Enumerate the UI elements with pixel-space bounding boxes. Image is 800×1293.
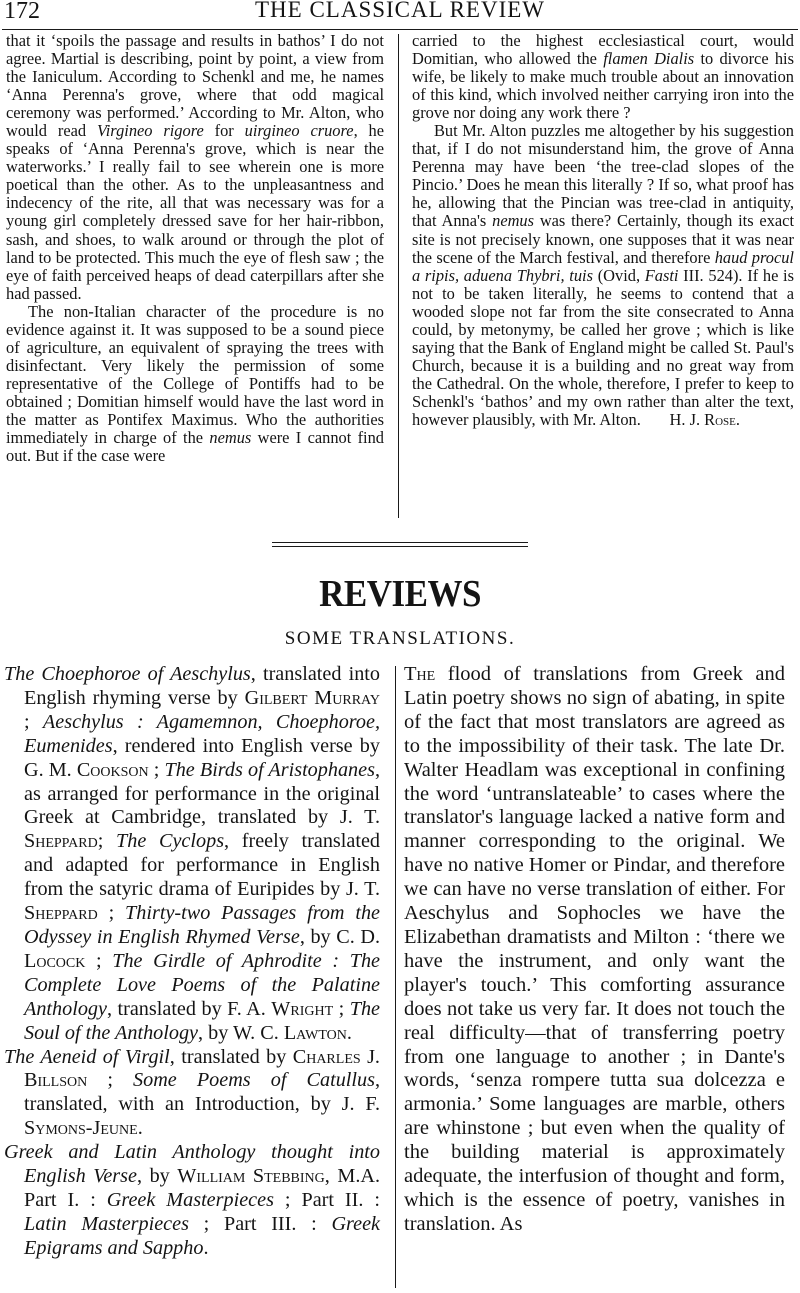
journal-title: THE CLASSICAL REVIEW <box>254 0 545 22</box>
letter-signature: H. J. Rose. <box>669 409 740 429</box>
review-paragraph: The flood of translations from Greek and Latin poetry shows no sign of abating, in spite of the fact that most translators are agreed as to the impossibility of their task. The late Dr. Walter Headlam was exceptional in confining the word ‘untranslateable’ to cases where the translator's language lacked a native form and manner corresponding to the original. We have no native Homer or Pindar, and therefore we can have no verse translation of either. For Aeschylus and Sophocles we have the Elizabethan dramatists and Milton : ‘there we have the instrument, and only want the player's touch.’ This comforting assurance does not take us very far. It does not touch the real difficulty—that of transferring poetry from one language to another ; in Dante's words, ‘senza rompere tutta sua dolcezza e armonia.’ Some languages are marble, others are whinstone ; but even when the quality of the building material is approximately adequate, the interfusion of thought and form, which is the essence of poetry, vanishes in translation. As <box>404 663 785 1235</box>
bibliography-entry: The Choephoroe of Aeschylus, translated into English rhyming verse by Gilbert Murray ; Aeschylus : Agamemnon, Choephoroe, Eumenides, rendered into English verse by G. M. Cookson ; The Birds of Aristophanes, as arranged for performance in the original Greek at Cambridge, translated by J. T. Sheppard; The Cyclops, freely translated and adapted for performance in English from the satyric drama of Euripides by J. T. Sheppard ; Thirty-two Passages from the Odyssey in English Rhymed Verse, by C. D. Locock ; The Girdle of Aphrodite : The Complete Love Poems of the Palatine Anthology, translated by F. A. Wright ; The Soul of the Anthology, by W. C. Lawton. <box>4 663 381 1044</box>
section-separator <box>272 542 528 547</box>
letter-paragraph: carried to the highest ecclesiastical court, would Domitian, who allowed the flamen Dialis to divorce his wife, be likely to make much trouble about an innovation of this kind, which involved neither carrying iron into the grove nor doing any work there ? <box>412 31 794 123</box>
column-divider <box>398 34 399 518</box>
running-header <box>0 0 800 26</box>
bibliography-entry: The Aeneid of Virgil, translated by Charles J. Billson ; Some Poems of Catullus, translated, with an Introduction, by J. F. Symons-Jeune. <box>4 1045 380 1140</box>
letter-right-column <box>412 32 794 429</box>
bibliography-entry: Greek and Latin Anthology thought into English Verse, by William Stebbing, M.A. Part I. : Greek Masterpieces ; Part II. : Latin Masterpieces ; Part III. : Greek Epigrams and Sappho. <box>4 1141 381 1259</box>
letter-paragraph-text: But Mr. Alton puzzles me altogether by his suggestion that, if I do not misunderstand him, the grove of Anna Perenna may have been ‘the tree-clad slopes of the Pincio.’ Does he mean this literally ? If so, what proof has he, allowing that the Pincian was tree-clad in antiquity, that Anna's nemus was there? Certainly, though its exact site is not precisely known, one supposes that it was near the scene of the March festival, and therefore haud procul a ripis, aduena Thybri, tuis (Ovid, Fasti III. 524). If he is not to be taken literally, he seems to contend that a wooded slope not far from the site consecrated to Anna could, by metonymy, be called her grove ; which is like saying that the Bank of England might be called St. Paul's Church, because it is a building and no great way from the Cathedral. On the whole, therefore, I prefer to keep to Schenkl's ‘bathos’ and my own rather than alter the text, however plausibly, with Mr. Alton. <box>412 121 794 429</box>
letter-left-column <box>6 32 384 465</box>
column-divider <box>395 666 396 1288</box>
page-number: 172 <box>4 0 40 24</box>
letter-paragraph: The non-Italian character of the procedure is no evidence against it. It was supposed to be a sound piece of agriculture, an equivalent of spraying the trees with disinfectant. Very likely the permission of some representative of the College of Pontiffs had to be obtained ; Domitian himself would have the last word in the matter as Pontifex Maximus. Who the authorities immediately in charge of the nemus were I cannot find out. But if the case were <box>6 301 384 466</box>
header-rule <box>2 29 798 30</box>
section-subtitle: SOME TRANSLATIONS. <box>284 628 516 649</box>
letter-paragraph: that it ‘spoils the passage and results in bathos’ I do not agree. Martial is describing, point by point, a view from the Ianiculum. According to Schenkl and me, he names ‘Anna Perenna's grove, where that odd magical ceremony was performed.’ According to Mr. Alton, who would read Virgineo rigore for uirgineo cruore, he speaks of ‘Anna Perenna's grove, which is near the waterworks.’ I really fail to see wherein one is more poetical than the other. As to the unpleasantness and indecency of the rite, all that was necessary was for a young girl completely dressed save for her hair-ribbon, sash, and shoes, to walk around or through the plot of land to be protected. This much the eye of flesh saw ; the eye of faith perceived heaps of dead caterpillars after she had passed. <box>6 31 385 303</box>
bibliography-column <box>4 663 380 1261</box>
review-body-column <box>404 663 785 1237</box>
letter-paragraph <box>412 122 794 429</box>
section-heading: REVIEWS <box>319 572 481 615</box>
